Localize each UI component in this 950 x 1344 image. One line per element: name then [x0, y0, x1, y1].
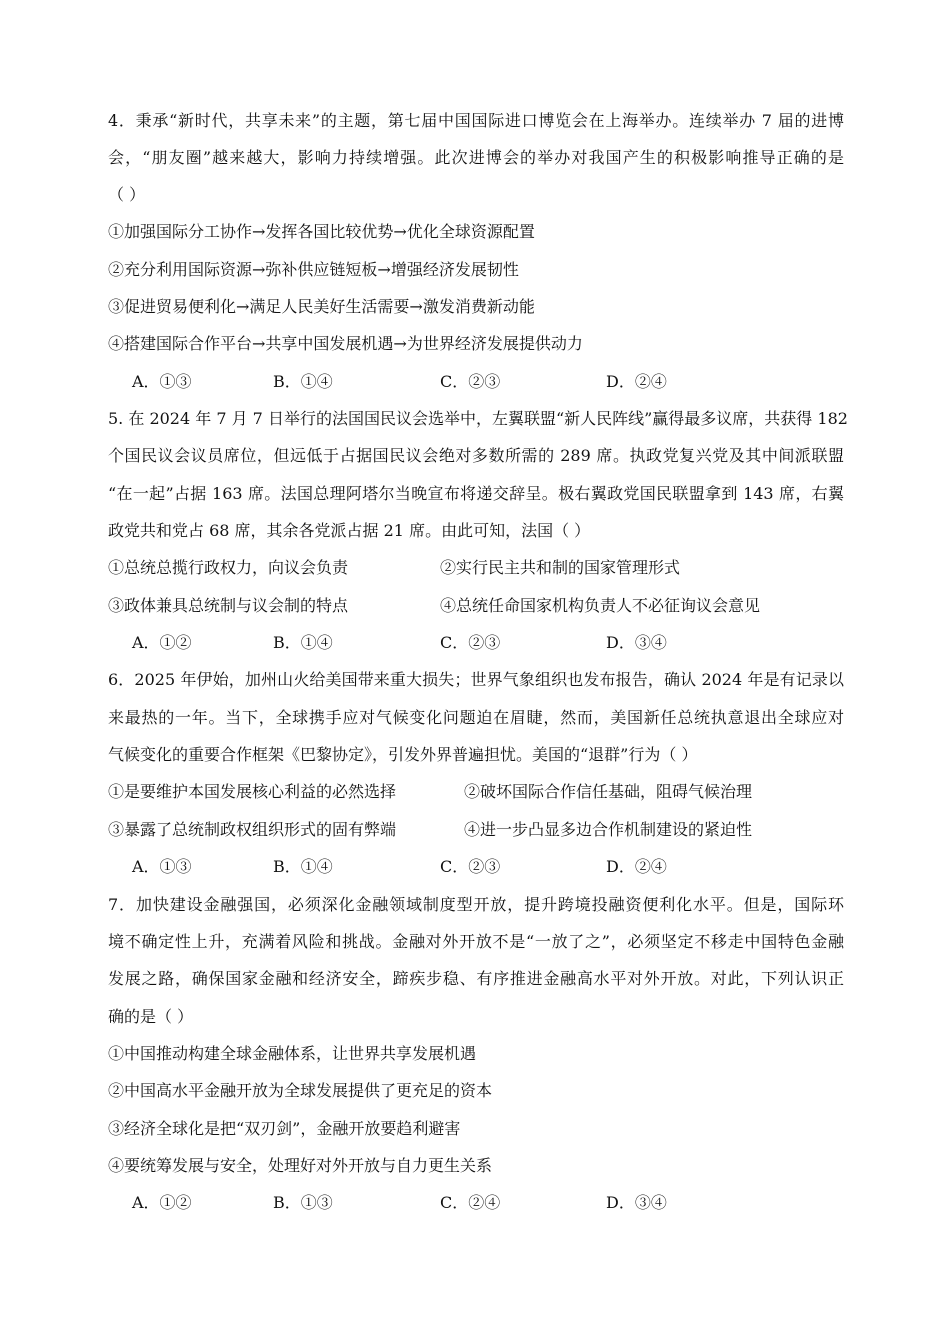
question-5-choice-a: A．①② — [132, 633, 192, 652]
question-7-choice-b: B．①③ — [273, 1193, 333, 1212]
question-4-option-2: ②充分利用国际资源→弥补供应链短板→增强经济发展韧性 — [108, 260, 519, 279]
question-7-stem-line-4: 确的是（ ） — [108, 1007, 194, 1026]
question-4-choice-d: D．②④ — [606, 372, 667, 391]
question-6-option-1: ①是要维护本国发展核心利益的必然选择 — [108, 782, 397, 801]
question-6-option-4: ④进一步凸显多边合作机制建设的紧迫性 — [464, 820, 753, 839]
question-4-option-3: ③促进贸易便利化→满足人民美好生活需要→激发消费新动能 — [108, 297, 535, 316]
question-7-option-2: ②中国高水平金融开放为全球发展提供了更充足的资本 — [108, 1081, 493, 1100]
question-5-stem-line-1: 5. 在 2024 年 7 月 7 日举行的法国国民议会选举中，左翼联盟“新人民阵线”赢得最多议席，共获得 182 — [108, 409, 848, 428]
question-7-option-4: ④要统筹发展与安全，处理好对外开放与自力更生关系 — [108, 1156, 493, 1175]
question-4-choice-c: C．②③ — [440, 372, 501, 391]
question-7-stem-line-3: 发展之路，确保国家金融和经济安全，蹄疾步稳、有序推进金融高水平对外开放。对此，下列认识正 — [108, 969, 844, 988]
question-4-option-1: ①加强国际分工协作→发挥各国比较优势→优化全球资源配置 — [108, 222, 535, 241]
question-6-choice-d: D．②④ — [606, 857, 667, 876]
question-5-option-2: ②实行民主共和制的国家管理形式 — [440, 558, 681, 577]
question-4-option-4: ④搭建国际合作平台→共享中国发展机遇→为世界经济发展提供动力 — [108, 334, 583, 353]
question-5-choice-c: C．②③ — [440, 633, 501, 652]
question-6-option-3: ③暴露了总统制政权组织形式的固有弊端 — [108, 820, 397, 839]
question-7-option-3: ③经济全球化是把“双刃剑”，金融开放要趋利避害 — [108, 1119, 461, 1138]
question-6-choice-a: A．①③ — [132, 857, 192, 876]
question-7-option-1: ①中国推动构建全球金融体系，让世界共享发展机遇 — [108, 1044, 477, 1063]
question-5-option-1: ①总统总揽行政权力，向议会负责 — [108, 558, 349, 577]
question-5-choice-b: B．①④ — [273, 633, 333, 652]
question-6-stem-line-1: 6．2025 年伊始，加州山火给美国带来重大损失；世界气象组织也发布报告，确认 2024 年是有记录以 — [108, 670, 844, 689]
question-7-stem-line-2: 境不确定性上升，充满着风险和挑战。金融对外开放不是“一放了之”，必须坚定不移走中国特色金融 — [108, 932, 844, 951]
question-5-option-3: ③政体兼具总统制与议会制的特点 — [108, 596, 349, 615]
question-5-stem-line-4: 政党共和党占 68 席，其余各党派占据 21 席。由此可知，法国（ ） — [108, 521, 591, 540]
question-7-stem-line-1: 7．加快建设金融强国，必须深化金融领域制度型开放，提升跨境投融资便利化水平。但是，国际环 — [108, 895, 844, 914]
question-5-choice-d: D．③④ — [606, 633, 667, 652]
question-7-choice-c: C．②④ — [440, 1193, 501, 1212]
question-4-stem-line-2: 会，“朋友圈”越来越大，影响力持续增强。此次进博会的举办对我国产生的积极影响推导正确的是 — [108, 148, 844, 167]
question-6-option-2: ②破坏国际合作信任基础，阻碍气候治理 — [464, 782, 753, 801]
question-7-choice-a: A．①② — [132, 1193, 192, 1212]
question-6-stem-line-3: 气候变化的重要合作框架《巴黎协定》，引发外界普遍担忧。美国的“退群”行为（ ） — [108, 745, 698, 764]
question-4-stem-line-1: 4．秉承“新时代，共享未来”的主题，第七届中国国际进口博览会在上海举办。连续举办 7 届的进博 — [108, 111, 844, 130]
question-6-choice-c: C．②③ — [440, 857, 501, 876]
question-4-choice-a: A．①③ — [132, 372, 192, 391]
question-5-stem-line-3: “在一起”占据 163 席。法国总理阿塔尔当晚宣布将递交辞呈。极右翼政党国民联盟拿到 143 席，右翼 — [108, 484, 844, 503]
question-6-stem-line-2: 来最热的一年。当下，全球携手应对气候变化问题迫在眉睫，然而，美国新任总统执意退出全球应对 — [108, 708, 844, 727]
question-7-choice-d: D．③④ — [606, 1193, 667, 1212]
question-5-option-4: ④总统任命国家机构负责人不必征询议会意见 — [440, 596, 761, 615]
question-5-stem-line-2: 个国民议会议员席位，但远低于占据国民议会绝对多数所需的 289 席。执政党复兴党及其中间派联盟 — [108, 446, 844, 465]
question-4-choice-b: B．①④ — [273, 372, 333, 391]
question-4-stem-line-3: （ ） — [108, 185, 146, 204]
question-6-choice-b: B．①④ — [273, 857, 333, 876]
